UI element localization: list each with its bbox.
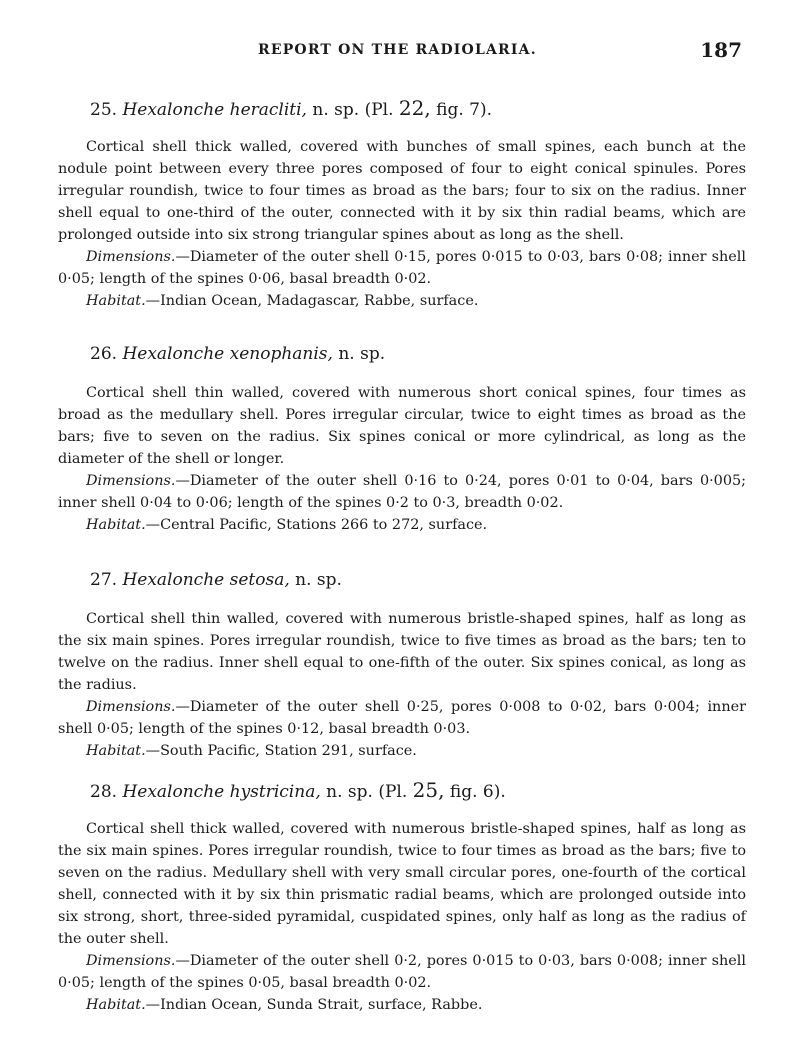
dimensions-label: Dimensions. [86,699,176,715]
running-title: REPORT ON THE RADIOLARIA. [258,42,537,58]
habitat-line [58,740,746,762]
species-status: n. sp. [295,570,342,590]
plate-number: 22, [398,96,431,120]
entry-heading [58,776,746,804]
species-name: Hexalonche heracliti, [122,100,307,120]
running-header [0,36,800,64]
habitat-line [58,514,746,536]
entry-heading [58,94,746,122]
dimensions-line [58,246,746,290]
description: Cortical shell thick walled, covered with bunches of small spines, each bunch at the nodule point between every three pores composed of four to eight conical spinules. Pores irregular roundish, twice to four times as broad as the bars; four to six on the radius. Inner shell equal to one-third of the outer, connected with it by six thin radial beams, which are prolonged outside into six strong triangular spines about as long as the shell. [58,139,746,243]
species-status: n. sp. [338,344,386,364]
figure-number: 6). [482,782,506,802]
dimensions-text: —Diameter of the outer shell 0·2, pores 0·015 to 0·03, bars 0·008; inner shell 0·05; length of the spines 0·05, basal breadth 0·02. [58,953,746,991]
dimensions-line [58,950,746,994]
figure-label: fig. [436,100,464,120]
figure-number: 7). [469,100,492,120]
description: Cortical shell thin walled, covered with numerous bristle-shaped spines, half as long as the six main spines. Pores irregular roundish, twice to five times as broad as the bars; ten to twelve on the radius. Inner shell equal to one-fifth of the outer. Six spines conical, as long as the radius. [58,611,746,693]
habitat-text: —Indian Ocean, Madagascar, Rabbe, surface. [145,293,479,309]
plate-ref-open: (Pl. [364,100,394,120]
figure-label: fig. [449,782,478,802]
description: Cortical shell thick walled, covered with numerous bristle-shaped spines, half as long as the six main spines. Pores irregular roundish, twice to four times as broad as the bars; five to seven on the radius. Medullary shell with very small circular pores, one-fourth of the cortical shell, connected with it by six thin prismatic radial beams, which are prolonged outside into six strong, short, three-sided pyramidal, cuspidated spines, only half as long as the radius of the outer shell. [58,821,746,947]
habitat-label: Habitat. [86,517,146,533]
species-name: Hexalonche hystricina, [122,782,321,802]
plate-number: 25, [412,778,445,802]
description: Cortical shell thin walled, covered with numerous short conical spines, four times as broad as the medullary shell. Pores irregular circular, twice to eight times as broad as the bars; five to seven on the radius. Six spines conical or more cylindrical, as long as the diameter of the shell or longer. [58,385,746,467]
entry-heading [58,340,746,368]
species-status: n. sp. [326,782,373,802]
dimensions-label: Dimensions. [86,249,176,265]
habitat-text: —Indian Ocean, Sunda Strait, surface, Rabbe. [145,997,483,1013]
entry-number: 26. [90,344,118,364]
entry-number: 25. [90,100,118,120]
page-number: 187 [700,38,742,62]
habitat-label: Habitat. [86,293,146,309]
dimensions-line [58,470,746,514]
species-name: Hexalonche setosa, [122,570,290,590]
habitat-text: —South Pacific, Station 291, surface. [145,743,417,759]
dimensions-line [58,696,746,740]
habitat-label: Habitat. [86,997,146,1013]
dimensions-text: —Diameter of the outer shell 0·15, pores 0·015 to 0·03, bars 0·08; inner shell 0·05; length of the spines 0·06, basal breadth 0·02. [58,249,746,287]
entry-number: 28. [90,782,118,802]
species-entry-26 [58,340,746,536]
entry-number: 27. [90,570,118,590]
habitat-text: —Central Pacific, Stations 266 to 272, surface. [145,517,488,533]
species-status: n. sp. [312,100,360,120]
dimensions-text: —Diameter of the outer shell 0·25, pores 0·008 to 0·02, bars 0·004; inner shell 0·05; length of the spines 0·12, basal breadth 0·03. [58,699,746,737]
dimensions-text: —Diameter of the outer shell 0·16 to 0·24, pores 0·01 to 0·04, bars 0·005; inner shell 0·04 to 0·06; length of the spines 0·2 to 0·3, breadth 0·02. [58,473,746,511]
plate-ref-open: (Pl. [378,782,408,802]
dimensions-label: Dimensions. [86,953,176,969]
habitat-line [58,994,746,1016]
species-entry-28 [58,776,746,1016]
species-name: Hexalonche xenophanis, [122,344,333,364]
species-entry-25 [58,94,746,312]
entry-heading [58,566,746,594]
habitat-line [58,290,746,312]
dimensions-label: Dimensions. [86,473,176,489]
habitat-label: Habitat. [86,743,146,759]
species-entry-27 [58,566,746,762]
